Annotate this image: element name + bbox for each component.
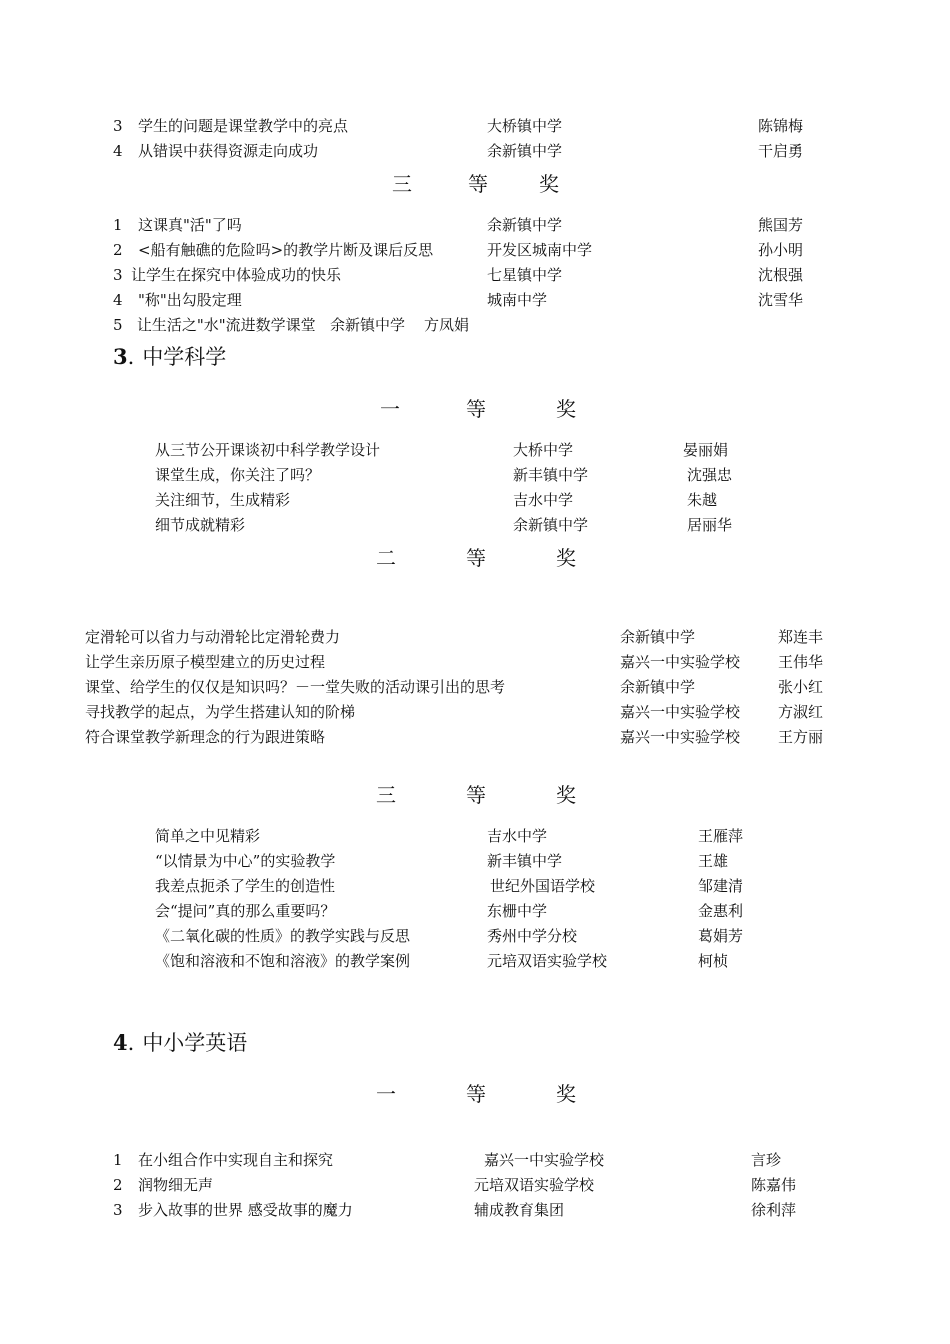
list-item (0, 1198, 950, 1222)
item-school: 嘉兴一中实验学校 (620, 728, 741, 746)
list-item (0, 675, 950, 699)
item-school: 大桥中学 (513, 441, 574, 459)
item-school: 新丰镇中学 (487, 852, 563, 870)
item-number: 1 (113, 1151, 123, 1169)
item-title: 润物细无声 (138, 1176, 214, 1194)
item-author: 干启勇 (758, 142, 804, 160)
item-school: 大桥镇中学 (487, 117, 563, 135)
list-item (0, 625, 950, 649)
award-heading-first: 一 等 奖 (380, 397, 576, 421)
list-item (0, 899, 950, 923)
item-author: 徐利萍 (751, 1201, 797, 1219)
item-author: 葛娟芳 (698, 927, 744, 945)
item-number: 3 (113, 117, 123, 135)
item-title: 定滑轮可以省力与动滑轮比定滑轮费力 (85, 628, 341, 646)
item-author: 王伟华 (778, 653, 824, 671)
item-number: 4 (113, 291, 123, 309)
item-author: 朱越 (687, 491, 718, 509)
item-author: 方淑红 (778, 703, 824, 721)
item-title: 课堂生成，你关注了吗？ (155, 466, 321, 484)
list-item (0, 824, 950, 848)
item-school: 嘉兴一中实验学校 (620, 653, 741, 671)
list-item (0, 725, 950, 749)
item-number: 2 (113, 241, 123, 259)
item-school: 世纪外国语学校 (490, 877, 596, 895)
item-author: 张小红 (778, 678, 824, 696)
item-title: “以情景为中心”的实验教学 (155, 852, 336, 870)
item-author: 沈雪华 (758, 291, 804, 309)
item-author: 王雁萍 (698, 827, 744, 845)
item-line: 5 让生活之"水"流进数学课堂 余新镇中学 方凤娟 (113, 316, 470, 334)
list-item (0, 700, 950, 724)
item-author: 王雄 (698, 852, 729, 870)
item-title: 细节成就精彩 (155, 516, 246, 534)
list-item (0, 1173, 950, 1197)
award-heading-first: 一 等 奖 (376, 1082, 576, 1106)
item-title: 会“提问”真的那么重要吗？ (155, 902, 336, 920)
item-title: 符合课堂教学新理念的行为跟进策略 (85, 728, 326, 746)
item-author: 孙小明 (758, 241, 804, 259)
item-school: 秀州中学分校 (487, 927, 578, 945)
item-title: <船有触礁的危险吗>的教学片断及课后反思 (138, 241, 434, 259)
item-author: 邹建清 (698, 877, 744, 895)
item-school: 新丰镇中学 (513, 466, 589, 484)
item-title: 关注细节，生成精彩 (155, 491, 291, 509)
item-author: 陈锦梅 (758, 117, 804, 135)
item-number: 3 (113, 1201, 123, 1219)
section-title-science (113, 342, 226, 372)
item-school: 吉水中学 (487, 827, 548, 845)
list-item (0, 463, 950, 487)
item-author: 沈强忠 (687, 466, 733, 484)
item-school: 东栅中学 (487, 902, 548, 920)
item-school: 余新镇中学 (487, 142, 563, 160)
item-number: 2 (113, 1176, 123, 1194)
award-heading-third: 三 等 奖 (392, 172, 559, 196)
item-school: 嘉兴一中实验学校 (484, 1151, 605, 1169)
award-heading-third: 三 等 奖 (376, 783, 576, 807)
item-title: 我差点扼杀了学生的创造性 (155, 877, 336, 895)
item-title: "称"出勾股定理 (138, 291, 242, 309)
list-item (0, 213, 950, 237)
item-school: 余新镇中学 (620, 678, 696, 696)
item-author: 陈嘉伟 (751, 1176, 797, 1194)
section-name: 中学科学 (142, 345, 227, 369)
list-item (0, 650, 950, 674)
item-number: 3 (113, 266, 123, 284)
item-author: 柯桢 (698, 952, 729, 970)
item-school: 元培双语实验学校 (474, 1176, 595, 1194)
item-author: 熊国芳 (758, 216, 804, 234)
item-school: 元培双语实验学校 (487, 952, 608, 970)
item-title: 寻找教学的起点，为学生搭建认知的阶梯 (85, 703, 356, 721)
item-school: 城南中学 (487, 291, 548, 309)
item-author: 王方丽 (778, 728, 824, 746)
item-school: 七星镇中学 (487, 266, 563, 284)
list-item (0, 114, 950, 138)
list-item (0, 263, 950, 287)
section-number: 4 (113, 1030, 128, 1055)
list-item (0, 488, 950, 512)
list-item (0, 438, 950, 462)
award-heading-second: 二 等 奖 (376, 546, 576, 570)
list-item (0, 949, 950, 973)
item-title: 简单之中见精彩 (155, 827, 261, 845)
list-item (0, 924, 950, 948)
list-item (0, 874, 950, 898)
list-item (113, 313, 470, 337)
section-title-english (113, 1028, 247, 1058)
item-author: 郑连丰 (778, 628, 824, 646)
section-separator: . (127, 1031, 135, 1055)
item-title: 步入故事的世界 感受故事的魔力 (138, 1201, 353, 1219)
list-item (0, 288, 950, 312)
item-title: 这课真"活"了吗 (138, 216, 242, 234)
item-author: 沈根强 (758, 266, 804, 284)
item-author: 言珍 (751, 1151, 782, 1169)
item-title: 课堂、给学生的仅仅是知识吗？－一堂失败的活动课引出的思考 (85, 678, 506, 696)
item-title: 让学生亲历原子模型建立的历史过程 (85, 653, 326, 671)
list-item (0, 513, 950, 537)
list-item (0, 139, 950, 163)
section-separator: . (127, 345, 135, 369)
item-author: 晏丽娟 (683, 441, 729, 459)
item-school: 开发区城南中学 (487, 241, 593, 259)
item-school: 余新镇中学 (487, 216, 563, 234)
list-item (0, 849, 950, 873)
item-school: 嘉兴一中实验学校 (620, 703, 741, 721)
item-author: 居丽华 (687, 516, 733, 534)
item-title: 让学生在探究中体验成功的快乐 (131, 266, 342, 284)
section-name: 中小学英语 (142, 1031, 248, 1055)
item-title: 从错误中获得资源走向成功 (138, 142, 319, 160)
item-number: 4 (113, 142, 123, 160)
item-school: 辅成教育集团 (474, 1201, 565, 1219)
item-number: 1 (113, 216, 123, 234)
list-item (0, 238, 950, 262)
item-title: 从三节公开课谈初中科学教学设计 (155, 441, 381, 459)
item-school: 吉水中学 (513, 491, 574, 509)
item-title: 在小组合作中实现自主和探究 (138, 1151, 334, 1169)
item-title: 学生的问题是课堂教学中的亮点 (138, 117, 349, 135)
item-author: 金惠利 (698, 902, 744, 920)
item-school: 余新镇中学 (513, 516, 589, 534)
item-title: 《二氧化碳的性质》的教学实践与反思 (155, 927, 411, 945)
item-title: 《饱和溶液和不饱和溶液》的教学案例 (155, 952, 411, 970)
section-number: 3 (113, 344, 128, 369)
item-school: 余新镇中学 (620, 628, 696, 646)
list-item (0, 1148, 950, 1172)
